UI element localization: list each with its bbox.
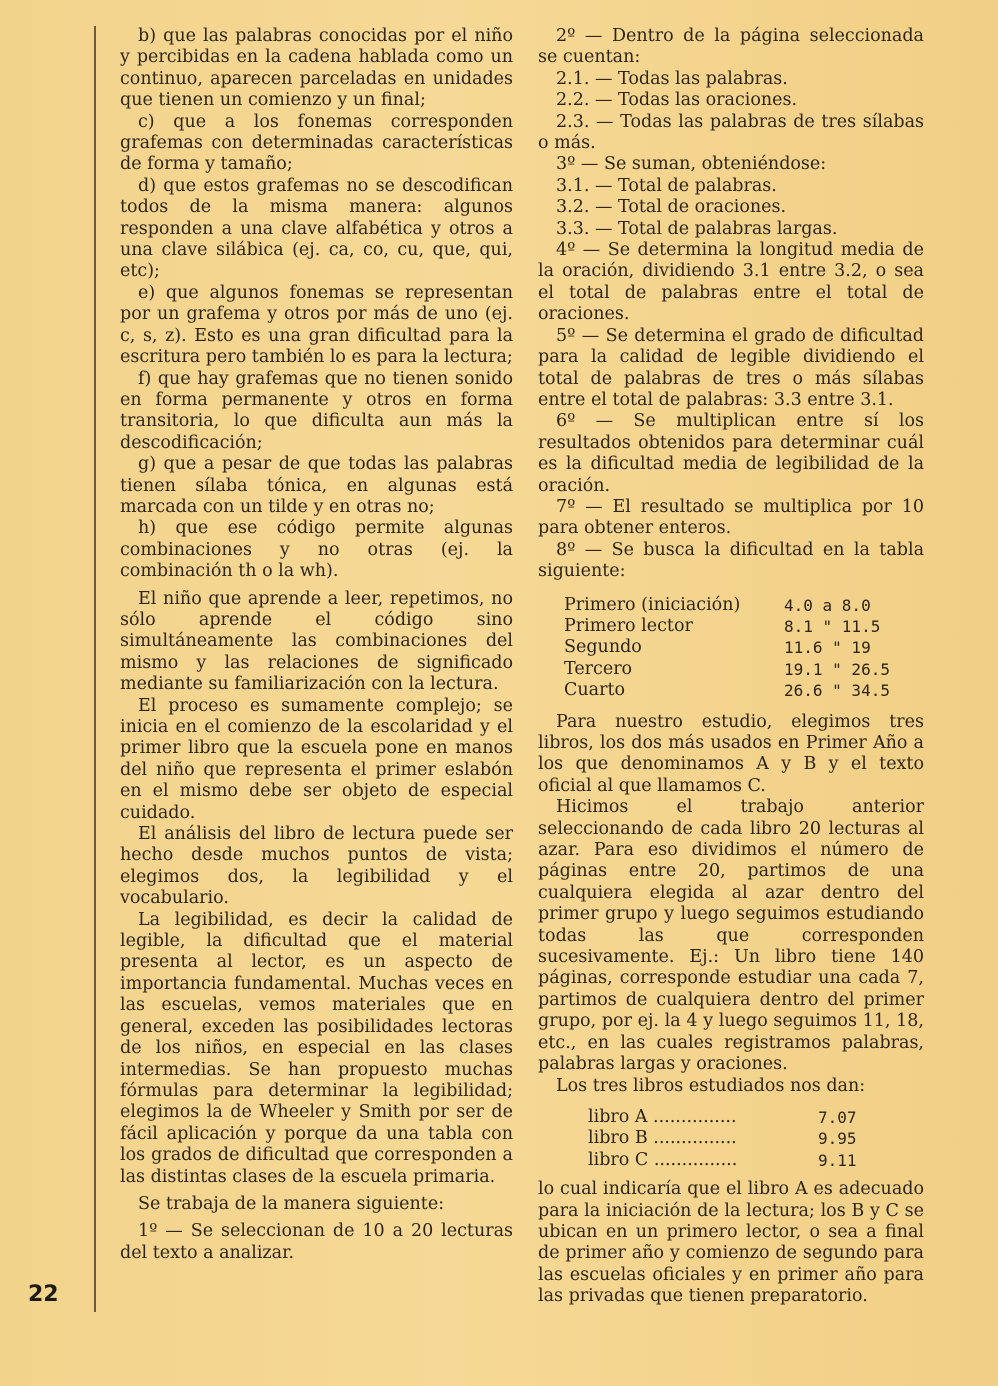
table-row: [564, 680, 920, 701]
list-item: 3.3. — Total de palabras largas.: [556, 218, 838, 239]
paragraph: Hicimos el trabajo anterior seleccionando de cada libro 20 lecturas al azar. Para eso dividimos el número de páginas entre 20, partimos de una cualquiera elegida al azar dentro del primer grupo y luego seguimos estudiando todas las que corresponden sucesivamente. Ej.: Un libro tiene 140 páginas, corresponde estudiar una cada 7, partimos de cualquiera dentro del primer grupo, por ej. la 4 y luego seguimos 11, 18, etc., en las cuales registramos palabras, palabras largas y oraciones.: [538, 797, 924, 1075]
table-cell: 26.6 " 34.5: [784, 681, 890, 701]
list-item: 3.1. — Total de palabras.: [556, 175, 777, 196]
table-cell: 9.11: [818, 1150, 857, 1170]
table-cell: Primero lector: [564, 615, 693, 636]
paragraph: 6º — Se multiplican entre sí los resultados obtenidos para determinar cuál es la dificultad media de legibilidad de la oración.: [538, 411, 924, 496]
table-row: [564, 595, 920, 616]
list-item: 3.2. — Total de oraciones.: [556, 197, 787, 218]
table-cell: 8.1 " 11.5: [784, 616, 881, 636]
left-column: [120, 26, 513, 1264]
table-cell: 11.6 " 19: [784, 638, 871, 658]
table-cell: 7.07: [818, 1107, 857, 1127]
table-cell: Tercero: [564, 658, 633, 679]
paragraph: g) que a pesar de que todas las palabras tienen sílaba tónica, en algunas está marcada con un tilde y en otras no;: [120, 454, 513, 517]
table-row: [564, 616, 920, 637]
page-number: 22: [28, 1282, 59, 1307]
paragraph: La legibilidad, es decir la calidad de legible, la dificultad que el material presenta al lector, es un aspecto de importancia fundamental. Muchas veces en las escuelas, vemos materiales que en general, exceden las posibilidades lectoras de los niños, en especial en las clases intermedias. Se han propuesto muchas fórmulas para determinar la legibilidad; elegimos la de Wheeler y Smith por ser de fácil aplicación y porque da una tabla con los grados de dificultad que corresponden a las distintas clases de la escuela primaria.: [120, 909, 513, 1187]
paragraph: 1º — Se seleccionan de 10 a 20 lecturas del texto a analizar.: [120, 1221, 513, 1263]
paragraph: Se trabaja de la manera siguiente:: [138, 1193, 445, 1214]
table-cell: 9.95: [818, 1129, 857, 1149]
paragraph: 8º — Se busca la dificultad en la tabla siguiente:: [538, 539, 924, 582]
paragraph: 5º — Se determina el grado de dificultad para la calidad de legible dividiendo el total de palabras de tres o más sílabas entre el total de palabras: 3.3 entre 3.1.: [538, 325, 924, 410]
paragraph: h) que ese código permite algunas combinaciones y no otras (ej. la combinación th o la wh).: [120, 518, 513, 582]
list-item: 2.2. — Todas las oraciones.: [556, 90, 798, 111]
table-row: [564, 637, 920, 658]
table-row: [588, 1150, 857, 1171]
difficulty-table: [564, 595, 920, 702]
paragraph: 7º — El resultado se multiplica por 10 para obtener enteros.: [538, 496, 924, 539]
paragraph: b) que las palabras conocidas por el niño y percibidas en la cadena hablada como un continuo, aparecen parceladas en unidades que tienen un comienzo y un final;: [120, 26, 513, 111]
table-cell: Primero (iniciación): [564, 594, 741, 615]
paragraph: c) que a los fonemas corresponden grafemas con determinadas características de forma y tamaño;: [120, 111, 513, 175]
table-cell: Segundo: [564, 637, 642, 658]
margin-rule: [94, 26, 96, 1312]
paragraph: f) que hay grafemas que no tienen sonido en forma permanente y otros en forma transitoria, lo que dificulta aun más la descodificación;: [120, 368, 513, 453]
paragraph: 4º — Se determina la longitud media de la oración, dividiendo 3.1 entre 3.2, o sea el total de palabras entre el total de oraciones.: [538, 240, 924, 325]
paragraph: Para nuestro estudio, elegimos tres libros, los dos más usados en Primer Año a los que denominamos A y B y el texto oficial al que llamamos C.: [538, 711, 924, 796]
right-column: [538, 26, 924, 1308]
table-cell: 19.1 " 26.5: [784, 659, 890, 679]
list-item: 2.1. — Todas las palabras.: [556, 68, 788, 89]
table-row: [564, 659, 920, 680]
table-cell: libro A ...............: [588, 1106, 737, 1127]
paragraph: Los tres libros estudiados nos dan:: [556, 1075, 866, 1096]
paragraph: 3º — Se suman, obteniéndose:: [556, 154, 827, 175]
results-table: [588, 1107, 857, 1171]
paragraph: El niño que aprende a leer, repetimos, no sólo aprende el código sino simultáneamente las combinaciones del mismo y las relaciones de significado mediante su familiarización con la lectura.: [120, 588, 513, 695]
table-cell: libro C ...............: [588, 1149, 738, 1170]
table-row: [588, 1107, 857, 1128]
paragraph: El análisis del libro de lectura puede ser hecho desde muchos puntos de vista; elegimos dos, la legibilidad y el vocabulario.: [120, 824, 513, 909]
table-cell: Cuarto: [564, 680, 626, 701]
paragraph: d) que estos grafemas no se descodifican todos de la misma manera: algunos responden a una clave alfabética y otros a una clave silábica (ej. ca, co, cu, que, qui, etc);: [120, 175, 513, 282]
paragraph: e) que algunos fonemas se representan por un grafema y otros por más de uno (ej. c, s, z). Esto es una gran dificultad para la escritura pero también lo es para la lectura;: [120, 282, 513, 368]
table-cell: libro B ...............: [588, 1128, 737, 1149]
paragraph: 2º — Dentro de la página seleccionada se cuentan:: [538, 26, 924, 68]
table-row: [588, 1128, 857, 1149]
list-item: 2.3. — Todas las palabras de tres sílabas o más.: [538, 111, 924, 154]
paragraph: lo cual indicaría que el libro A es adecuado para la iniciación de la lectura; los B y C se ubican en un primero lector, o sea a final de primer año y comienzo de segundo para las escuelas oficiales y en primer año para las privadas que tienen preparatorio.: [538, 1179, 924, 1307]
paragraph: El proceso es sumamente complejo; se inicia en el comienzo de la escolaridad y el primer libro que la escuela pone en manos del niño que representa el primer eslabón en el mismo debe ser objeto de especial cuidado.: [120, 695, 513, 823]
table-cell: 4.0 a 8.0: [784, 595, 871, 615]
